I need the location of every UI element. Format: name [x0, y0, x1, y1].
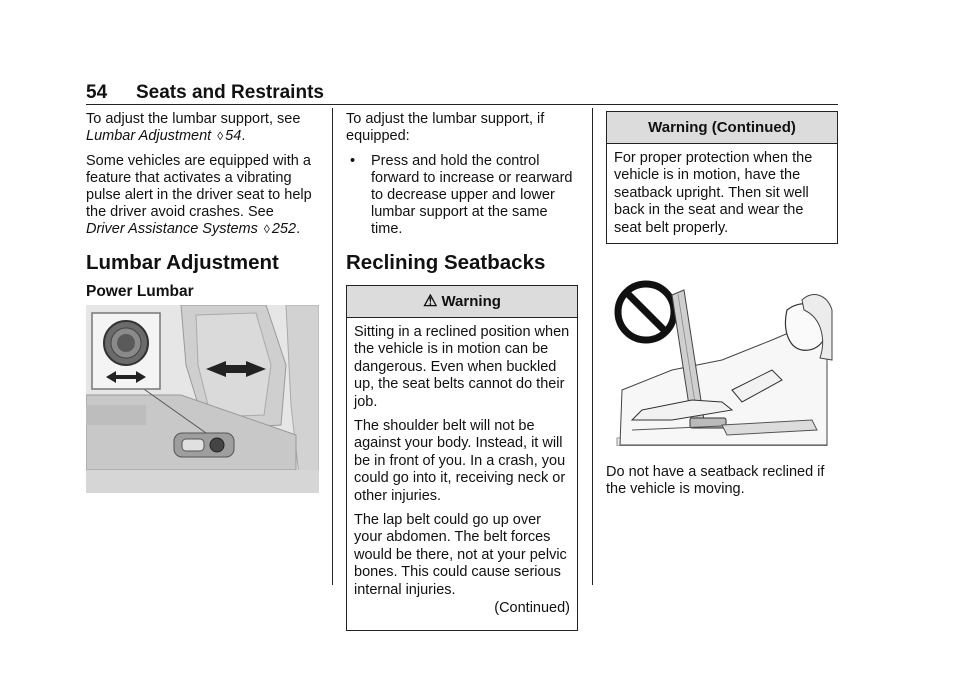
page-header [86, 82, 324, 104]
column-3 [606, 111, 838, 244]
figure-caption: Do not have a seatback reclined if the vehicle is moving. [606, 464, 825, 497]
continued-label: (Continued) [494, 600, 570, 617]
page-number: 54 [86, 82, 108, 103]
warning-box [346, 285, 578, 631]
lumbar-reference-paragraph: To adjust the lumbar support, see Lumbar Adjustment ◊ 54. [86, 111, 301, 144]
heading-reclining-seatbacks: Reclining Seatbacks [346, 251, 546, 274]
lumbar-adjustment-link[interactable]: Lumbar Adjustment ◊ 54 [86, 128, 242, 144]
heading-power-lumbar: Power Lumbar [86, 283, 194, 300]
column-1 [86, 111, 316, 300]
warning-continued-text: For proper protection when the vehicle is in motion, have the seatback upright. Then sit well back in the seat and wear the seat belt properly. [614, 150, 813, 236]
bullet-text: Press and hold the control forward to increase or rearward to decrease upper and lower lumbar support at the same time. [371, 153, 573, 237]
column-2 [346, 111, 578, 631]
warning-continued-header: Warning (Continued) [607, 112, 837, 144]
prohibition-icon [618, 284, 674, 340]
warning-paragraph-2: The shoulder belt will not be against your body. Instead, it will be in front of you. In a crash, you could go into it, receiving neck or other injuries. [354, 418, 566, 504]
pulse-alert-paragraph: Some vehicles are equipped with a feature that activates a vibrating pulse alert in the driver seat to help the driver avoid crashes. See Driver Assistance Systems ◊ 252. [86, 153, 312, 237]
warning-paragraph-3: The lap belt could go up over your abdomen. The belt forces would be there, not at your pelvic bones. This could cause serious internal injuries. [354, 512, 567, 598]
warning-continued-box [606, 111, 838, 244]
warning-body [347, 318, 577, 630]
warning-continued-body [607, 144, 837, 243]
page-reference-icon: ◊ [217, 129, 224, 143]
page-reference-icon: ◊ [263, 222, 270, 236]
section-title: Seats and Restraints [136, 82, 324, 103]
warning-header: ⚠ Warning [347, 286, 577, 318]
warning-paragraph-1: Sitting in a reclined position when the vehicle is in motion can be dangerous. Even when buckled up, the seat belts cannot do their job. [354, 324, 570, 410]
warning-triangle-icon: ⚠ [423, 293, 438, 310]
lumbar-intro: To adjust the lumbar support, if equipped: [346, 111, 545, 144]
header-rule [86, 104, 838, 105]
list-item [346, 153, 578, 238]
column-divider-1 [332, 108, 333, 585]
column-divider-2 [592, 108, 593, 585]
driver-assistance-link[interactable]: Driver Assistance Systems ◊ 252 [86, 221, 297, 237]
reclined-seatback-illustration [612, 270, 834, 446]
bullet-symbol: • [350, 153, 356, 169]
power-lumbar-control-illustration [86, 305, 319, 493]
heading-lumbar-adjustment: Lumbar Adjustment [86, 251, 279, 274]
